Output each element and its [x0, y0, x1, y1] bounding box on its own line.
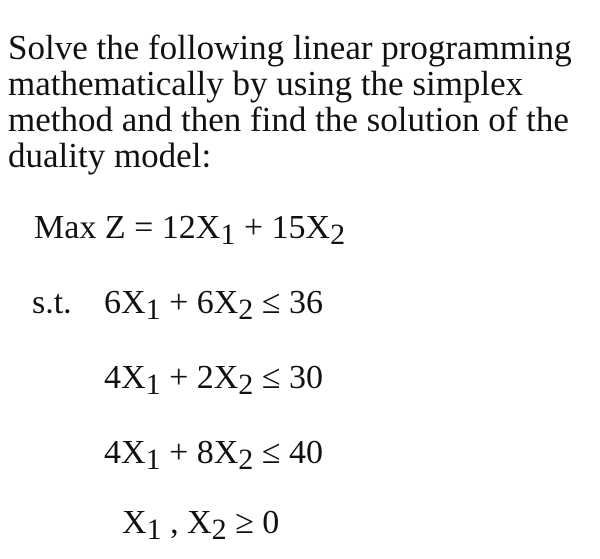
objective-function [34, 208, 346, 251]
problem-statement [8, 30, 596, 174]
nonneg-relation: ≥ 0 [226, 504, 280, 541]
nonneg-sub-1: 1 [146, 513, 162, 546]
constraint-2-term-b: + 2X [160, 359, 239, 396]
constraint-3-term-b: + 8X [160, 434, 239, 471]
nonneg-term-a: X [122, 504, 147, 541]
constraint-1-term-a: 6X [104, 284, 146, 321]
constraint-3 [104, 433, 323, 476]
constraint-3-relation: ≤ 40 [253, 434, 323, 471]
constraint-2 [104, 358, 323, 401]
problem-line-2: mathematically by using the simplex [8, 64, 524, 103]
objective-sub-1: 1 [220, 218, 236, 251]
constraint-2-term-a: 4X [104, 359, 146, 396]
constraint-1-term-b: + 6X [160, 284, 239, 321]
problem-line-4: duality model: [8, 136, 212, 175]
constraint-3-term-a: 4X [104, 434, 146, 471]
constraint-1-sub-1: 1 [145, 293, 161, 326]
nonneg-separator: , X [161, 504, 212, 541]
constraint-2-relation: ≤ 30 [253, 359, 323, 396]
objective-prefix: Max Z = 12X [34, 209, 221, 246]
constraint-2-sub-1: 1 [145, 368, 161, 401]
constraint-1 [32, 283, 323, 326]
objective-mid: + 15X [235, 209, 331, 246]
subject-to-label: s.t. [32, 284, 72, 321]
constraint-3-sub-2: 2 [238, 443, 254, 476]
constraint-3-sub-1: 1 [145, 443, 161, 476]
nonneg-sub-2: 2 [211, 513, 227, 546]
objective-sub-2: 2 [330, 218, 346, 251]
constraint-1-sub-2: 2 [238, 293, 254, 326]
constraint-1-relation: ≤ 36 [253, 284, 323, 321]
constraint-2-sub-2: 2 [238, 368, 254, 401]
problem-line-3: method and then find the solution of the [8, 100, 569, 139]
problem-line-1: Solve the following linear programming [8, 28, 572, 67]
nonnegativity-constraint [122, 503, 280, 546]
